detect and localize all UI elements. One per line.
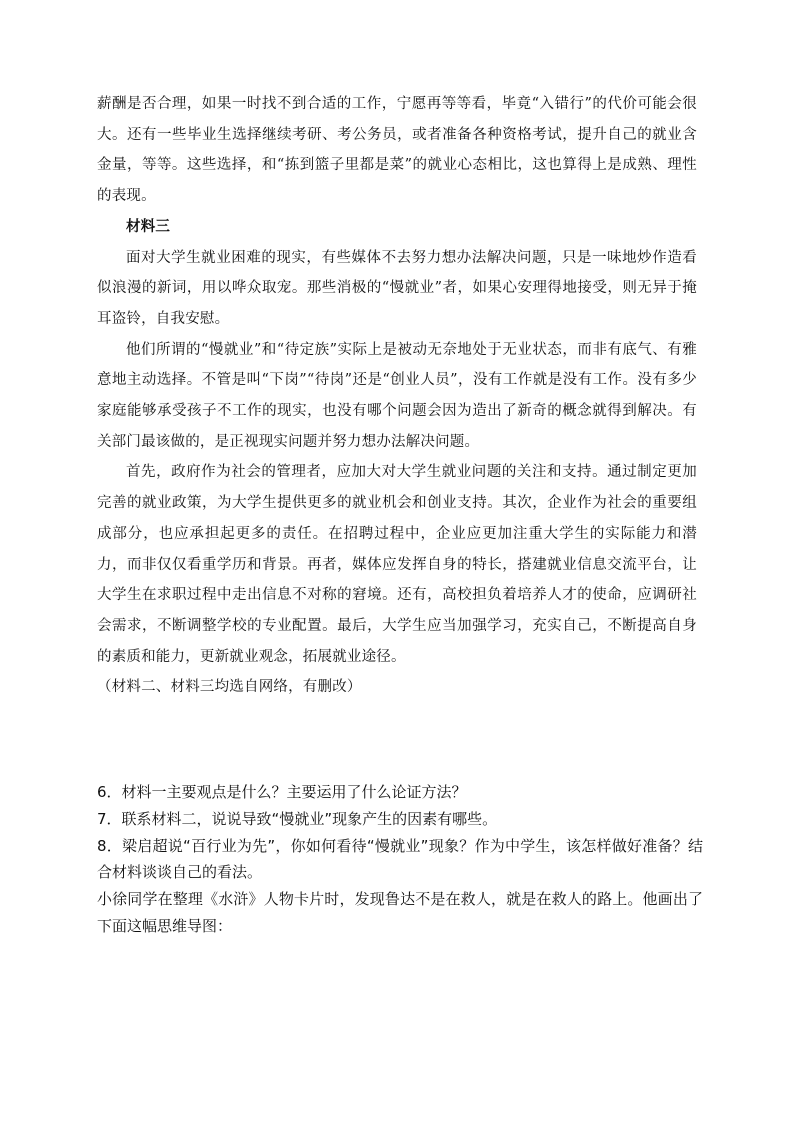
material-two-continuation: 薪酬是否合理，如果一时找不到合适的工作，宁愿再等等看，毕竟“入错行”的代价可能会很大。还有一些毕业生选择继续考研、考公务员，或者准备各种资格考试，提升自己的就业含金量，等等。这些选择，和“拣到篮子里都是菜”的就业心态相比，这也算得上是成熟、理性的表现。 — [97, 96, 697, 205]
question-6: 6．材料一主要观点是什么？主要运用了什么论证方法？ — [97, 783, 467, 801]
question-7: 7．联系材料二，说说导致“慢就业”现象产生的因素有哪些。 — [97, 809, 498, 828]
source-note: （材料二、材料三均选自网络，有删改） — [97, 679, 362, 696]
reading-material-section — [97, 89, 697, 703]
material-three-paragraph-3: 首先，政府作为社会的管理者，应加大对大学生就业问题的关注和支持。通过制定更加完善的就业政策，为大学生提供更多的就业机会和创业支持。其次，企业作为社会的重要组成部分，也应承担起更多的责任。在招聘过程中，企业应更加注重大学生的实际能力和潜力，而非仅仅看重学历和背景。再者，媒体应发挥自身的特长，搭建就业信息交流平台，让大学生在求职过程中走出信息不对称的窘境。还有，高校担负着培养人才的使命，应调研社会需求，不断调整学校的专业配置。最后，大学生应当加强学习，充实自己，不断提高自身的素质和能力，更新就业观念，拓展就业途径。 — [97, 464, 697, 665]
question-8: 8．梁启超说“百行业为先”，你如何看待“慢就业”现象？作为中学生，该怎样做好准备？结合材料谈谈自己的看法。 — [97, 836, 703, 882]
material-three-paragraph-1: 面对大学生就业困难的现实，有些媒体不去努力想办法解决问题，只是一味地炒作造看似浪漫的新词，用以哗众取宠。那些消极的“慢就业”者，如果心安理得地接受，则无异于掩耳盗铃，自我安慰。 — [97, 249, 697, 327]
material-three-paragraph-2: 他们所谓的“慢就业”和“待定族”实际上是被动无奈地处于无业状态，而非有底气、有雅意地主动选择。不管是叫“下岗”“待岗”还是“创业人员”，没有工作就是没有工作。没有多少家庭能够承受孩子不工作的现实，也没有哪个问题会因为造出了新奇的概念就得到解决。有关部门最该做的，是正视现实问题并努力想办法解决问题。 — [97, 341, 697, 450]
mind-map-intro: 小徐同学在整理《水浒》人物卡片时，发现鲁达不是在救人，就是在救人的路上。他画出了下面这幅思维导图： — [97, 890, 703, 935]
material-three-heading: 材料三 — [126, 217, 171, 235]
questions-section — [97, 779, 703, 940]
